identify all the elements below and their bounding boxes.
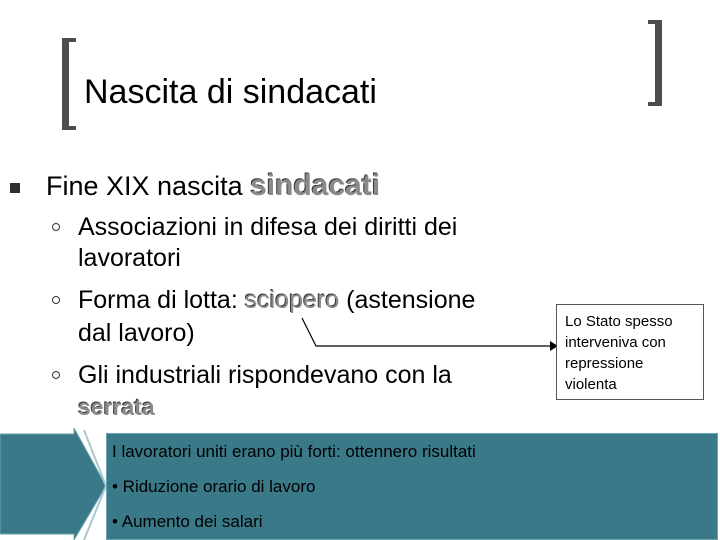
title-bracket-left — [62, 38, 76, 130]
ring-bullet-icon — [52, 296, 60, 304]
result-line-1: I lavoratori uniti erano più forti: ottennero risultati — [112, 442, 476, 461]
sub-bullet-2-suffix: (astensione — [339, 286, 476, 314]
result-line-3: • Aumento dei salari — [112, 512, 263, 531]
ring-bullet-icon — [52, 371, 60, 379]
result-line-2: • Riduzione orario di lavoro — [112, 477, 316, 496]
ring-bullet-icon — [52, 223, 60, 231]
square-bullet-icon — [10, 183, 20, 193]
title-bracket-right — [648, 20, 662, 106]
sub-bullet-1-line-1: Associazioni in difesa dei diritti dei — [78, 213, 458, 241]
sub-bullet-3-highlight: serrata — [78, 394, 155, 420]
sub-bullet-3-line-1: Gli industriali rispondevano con la — [78, 361, 452, 389]
sub-bullet-1-line-2: lavoratori — [78, 244, 181, 272]
callout-text: Lo Stato spesso interveniva con repressione violenta — [565, 313, 673, 393]
main-bullet — [46, 170, 380, 202]
main-bullet-highlight: sindacati — [250, 169, 381, 202]
main-bullet-prefix: Fine XIX nascita — [46, 171, 251, 201]
sub-bullet-2-prefix: Forma di lotta: — [78, 286, 245, 314]
slide-title: Nascita di sindacati — [84, 73, 377, 111]
block-arrow-shape — [0, 428, 106, 540]
sub-bullet-2-line-1 — [78, 285, 475, 315]
callout-box — [556, 304, 704, 400]
sub-bullet-3-line-2 — [78, 392, 155, 422]
sub-bullet-2-line-2: dal lavoro) — [78, 319, 195, 347]
sub-bullet-2-highlight: sciopero — [244, 286, 340, 314]
